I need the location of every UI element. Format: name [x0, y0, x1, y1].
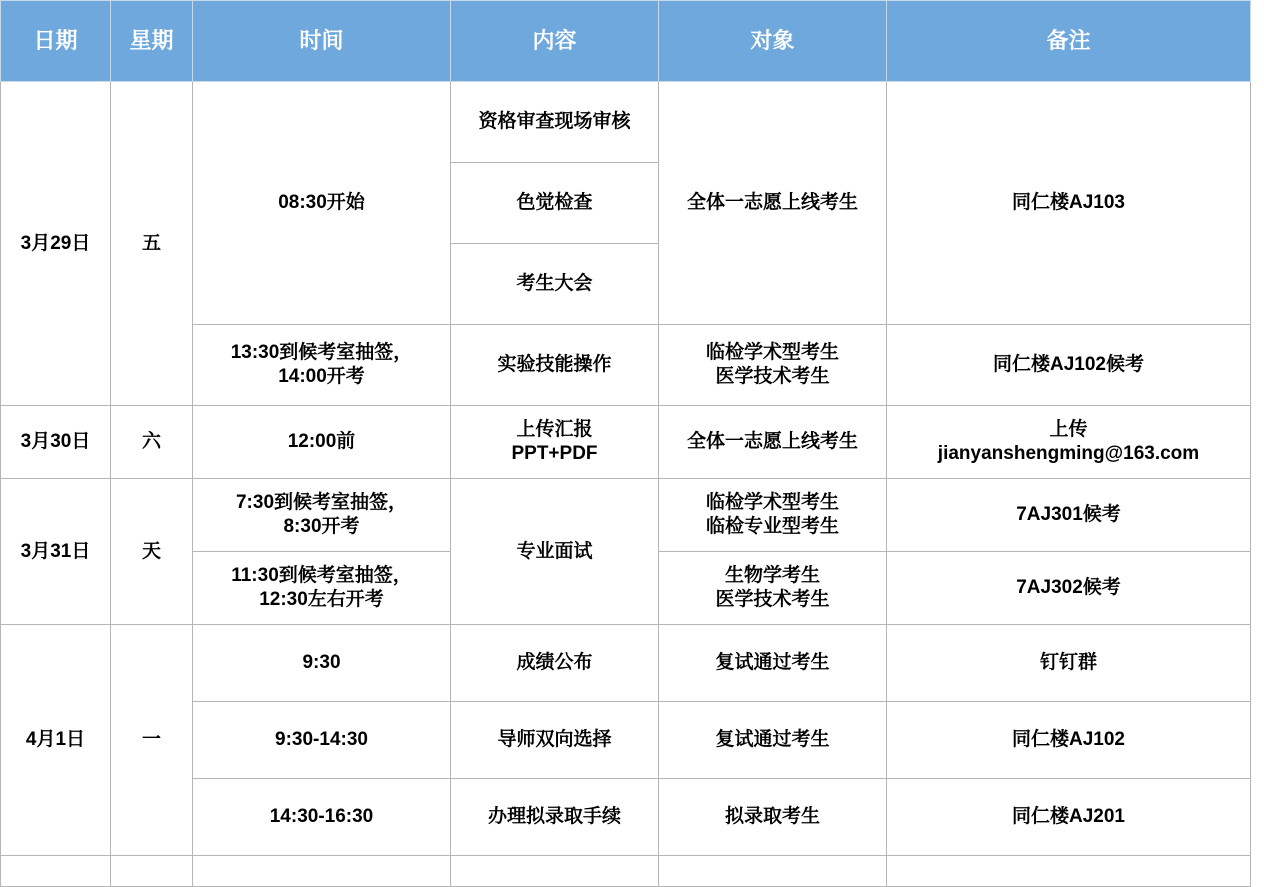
cell-content: 成绩公布 — [451, 625, 659, 702]
cell-time: 12:00前 — [193, 406, 451, 479]
table-row-empty — [1, 856, 1251, 887]
cell-empty — [193, 856, 451, 887]
table-body — [1, 82, 1251, 887]
cell-date: 3月30日 — [1, 406, 111, 479]
cell-target-line-2: 医学技术考生 — [715, 366, 830, 387]
cell-content — [451, 406, 659, 479]
table-header — [1, 1, 1251, 82]
table-row — [1, 82, 1251, 163]
cell-target — [659, 552, 887, 625]
cell-target-line-2: 临检专业型考生 — [705, 516, 839, 537]
table-row — [1, 625, 1251, 702]
cell-remark: 同仁楼AJ103 — [887, 82, 1251, 325]
cell-week: 天 — [111, 479, 193, 625]
cell-remark: 钉钉群 — [887, 625, 1251, 702]
cell-content: 专业面试 — [451, 479, 659, 625]
cell-target: 复试通过考生 — [659, 702, 887, 779]
cell-empty — [111, 856, 193, 887]
cell-remark: 同仁楼AJ102 — [887, 702, 1251, 779]
cell-target-line-1: 临检学术型考生 — [705, 342, 839, 364]
cell-time-line-1: 11:30到候考室抽签， — [231, 565, 412, 587]
cell-target — [659, 325, 887, 406]
cell-empty — [1, 856, 111, 887]
cell-content: 考生大会 — [451, 244, 659, 325]
cell-remark: 同仁楼AJ201 — [887, 779, 1251, 856]
cell-target-line-1: 临检学术型考生 — [705, 492, 839, 514]
cell-remark-line-2: jianyanshengming@163.com — [937, 443, 1200, 464]
cell-week: 五 — [111, 82, 193, 406]
cell-content: 导师双向选择 — [451, 702, 659, 779]
cell-time — [193, 479, 451, 552]
cell-target: 全体一志愿上线考生 — [659, 82, 887, 325]
cell-content-line-2: PPT+PDF — [511, 443, 598, 464]
table-header-row — [1, 1, 1251, 82]
column-header-remark: 备注 — [887, 1, 1251, 82]
cell-time: 9:30 — [193, 625, 451, 702]
cell-remark — [887, 406, 1251, 479]
cell-content: 资格审查现场审核 — [451, 82, 659, 163]
cell-content: 实验技能操作 — [451, 325, 659, 406]
cell-week: 一 — [111, 625, 193, 856]
cell-content: 色觉检查 — [451, 163, 659, 244]
cell-week: 六 — [111, 406, 193, 479]
column-header-target: 对象 — [659, 1, 887, 82]
cell-target-line-2: 医学技术考生 — [715, 589, 830, 610]
column-header-week: 星期 — [111, 1, 193, 82]
cell-empty — [451, 856, 659, 887]
cell-target: 全体一志愿上线考生 — [659, 406, 887, 479]
table-row — [1, 406, 1251, 479]
column-header-content: 内容 — [451, 1, 659, 82]
cell-empty — [887, 856, 1251, 887]
column-header-date: 日期 — [1, 1, 111, 82]
cell-date: 3月31日 — [1, 479, 111, 625]
cell-empty — [659, 856, 887, 887]
cell-content: 办理拟录取手续 — [451, 779, 659, 856]
cell-remark: 同仁楼AJ102候考 — [887, 325, 1251, 406]
cell-remark: 7AJ302候考 — [887, 552, 1251, 625]
cell-date: 4月1日 — [1, 625, 111, 856]
cell-remark-line-1: 上传 — [1049, 419, 1088, 441]
column-header-time: 时间 — [193, 1, 451, 82]
cell-date: 3月29日 — [1, 82, 111, 406]
cell-time: 9:30-14:30 — [193, 702, 451, 779]
cell-time — [193, 552, 451, 625]
cell-target — [659, 479, 887, 552]
cell-time-line-2: 14:00开考 — [278, 366, 365, 387]
cell-time: 14:30-16:30 — [193, 779, 451, 856]
cell-target-line-1: 生物学考生 — [724, 565, 820, 587]
cell-time — [193, 325, 451, 406]
cell-time-line-1: 7:30到候考室抽签， — [235, 492, 408, 514]
cell-remark: 7AJ301候考 — [887, 479, 1251, 552]
cell-time: 08:30开始 — [193, 82, 451, 325]
cell-time-line-2: 12:30左右开考 — [259, 589, 384, 610]
cell-target: 复试通过考生 — [659, 625, 887, 702]
cell-time-line-1: 13:30到候考室抽签， — [230, 342, 413, 364]
cell-content-line-1: 上传汇报 — [516, 419, 593, 441]
table-row — [1, 479, 1251, 552]
cell-time-line-2: 8:30开考 — [283, 516, 360, 537]
cell-target: 拟录取考生 — [659, 779, 887, 856]
